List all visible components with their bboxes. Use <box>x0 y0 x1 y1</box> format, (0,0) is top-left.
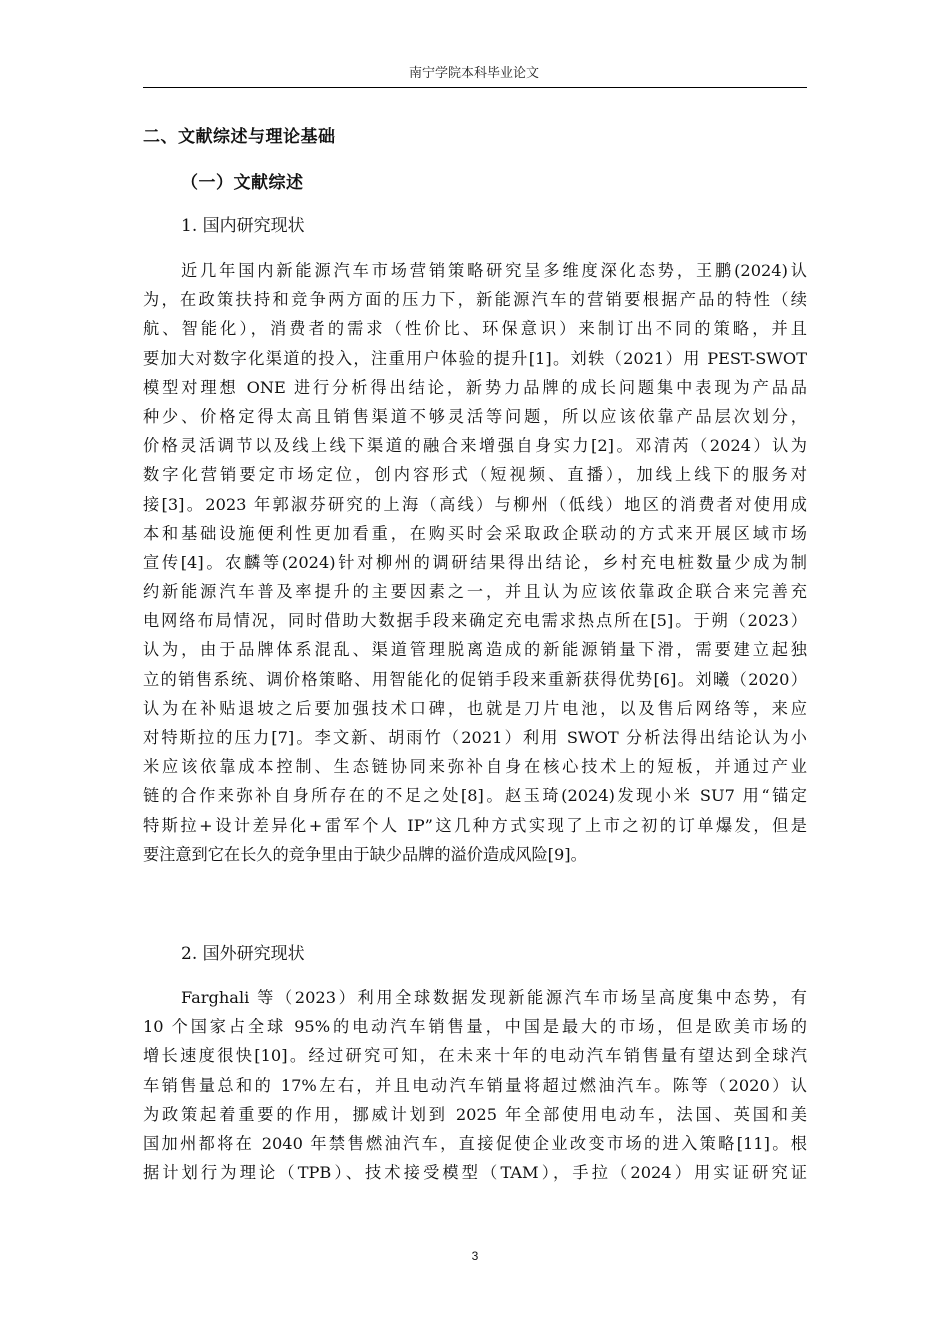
text-line: 据计划行为理论（TPB）、技术接受模型（TAM），手拉（2024）用实证研究证 <box>143 1163 807 1183</box>
text-line: 米应该依靠成本控制、生态链协同来弥补自身在核心技术上的短板，并通过产业 <box>143 757 807 777</box>
sub-heading-foreign: 2. 国外研究现状 <box>181 944 305 964</box>
text-line: 价格灵活调节以及线上线下渠道的融合来增强自身实力[2]。邓清芮（2024）认为 <box>143 436 807 456</box>
running-header: 南宁学院本科毕业论文 <box>408 66 539 81</box>
text-line: 车销售量总和的 17%左右，并且电动汽车销量将超过燃油汽车。陈等（2020）认 <box>143 1075 807 1095</box>
text-line: 要注意到它在长久的竞争里由于缺少品牌的溢价造成风险[9]。 <box>143 844 587 864</box>
text-line: 认为在补贴退坡之后要加强技术口碑，也就是刀片电池，以及售后网络等，来应 <box>143 698 807 718</box>
sub-heading-domestic: 1. 国内研究现状 <box>181 216 305 236</box>
text-line: 近几年国内新能源汽车市场营销策略研究呈多维度深化态势，王鹏(2024)认 <box>181 261 807 280</box>
text-line: 约新能源汽车普及率提升的主要因素之一，并且认为应该依靠政企联合来完善充 <box>143 582 807 602</box>
text-line: 增长速度很快[10]。经过研究可知，在未来十年的电动汽车销售量有望达到全球汽 <box>143 1046 807 1066</box>
text-line: 电网络布局情况，同时借助大数据手段来确定充电需求热点所在[5]。于朔（2023） <box>143 611 807 631</box>
header-divider <box>143 87 807 88</box>
text-line: 链的合作来弥补自身所存在的不足之处[8]。赵玉琦(2024)发现小米 SU7 用“锚定 <box>143 786 807 806</box>
text-line: 特斯拉+设计差异化+雷军个人 IP”这几种方式实现了上市之初的订单爆发，但是 <box>143 815 807 835</box>
text-line: 对特斯拉的压力[7]。李文新、胡雨竹（2021）利用 SWOT 分析法得出结论认为小 <box>143 728 807 747</box>
text-line: 种少、价格定得太高且销售渠道不够灵活等问题，所以应该依靠产品层次划分， <box>143 406 807 426</box>
text-line: 接[3]。2023 年郭淑芬研究的上海（高线）与柳州（低线）地区的消费者对使用成 <box>143 494 807 514</box>
text-line: 本和基础设施便利性更加看重，在购买时会采取政企联动的方式来开展区域市场 <box>143 523 807 543</box>
subsection-heading: （一）文献综述 <box>181 173 304 193</box>
page-number: 3 <box>471 1249 479 1263</box>
text-line: 立的销售系统、调价格策略、用智能化的促销手段来重新获得优势[6]。刘曦（2020） <box>143 669 807 689</box>
text-line: Farghali 等（2023）利用全球数据发现新能源汽车市场呈高度集中态势，有 <box>181 988 807 1007</box>
text-line: 要加大对数字化渠道的投入，注重用户体验的提升[1]。刘轶（2021）用 PEST-SWOT <box>143 348 807 368</box>
paragraph-foreign-research <box>143 983 807 1187</box>
text-line: 为，在政策扶持和竞争两方面的压力下，新能源汽车的营销要根据产品的特性（续 <box>143 290 807 310</box>
text-line: 10 个国家占全球 95%的电动汽车销售量，中国是最大的市场，但是欧美市场的 <box>143 1017 807 1037</box>
text-line: 航、智能化），消费者的需求（性价比、环保意识）来制订出不同的策略，并且 <box>143 319 807 339</box>
text-line: 宣传[4]。农麟等(2024)针对柳州的调研结果得出结论，乡村充电桩数量少成为制 <box>143 552 807 572</box>
text-line: 数字化营销要定市场定位，创内容形式（短视频、直播），加线上线下的服务对 <box>143 465 807 485</box>
text-line: 认为，由于品牌体系混乱、渠道管理脱离造成的新能源销量下滑，需要建立起独 <box>143 640 807 660</box>
paragraph-domestic-research <box>143 256 807 869</box>
text-line: 为政策起着重要的作用，挪威计划到 2025 年全部使用电动车，法国、英国和美 <box>143 1104 807 1124</box>
section-heading: 二、文献综述与理论基础 <box>143 127 336 147</box>
text-line: 国加州都将在 2040 年禁售燃油汽车，直接促使企业改变市场的进入策略[11]。根 <box>143 1133 807 1153</box>
text-line: 模型对理想 ONE 进行分析得出结论，新势力品牌的成长问题集中表现为产品品 <box>143 377 807 397</box>
